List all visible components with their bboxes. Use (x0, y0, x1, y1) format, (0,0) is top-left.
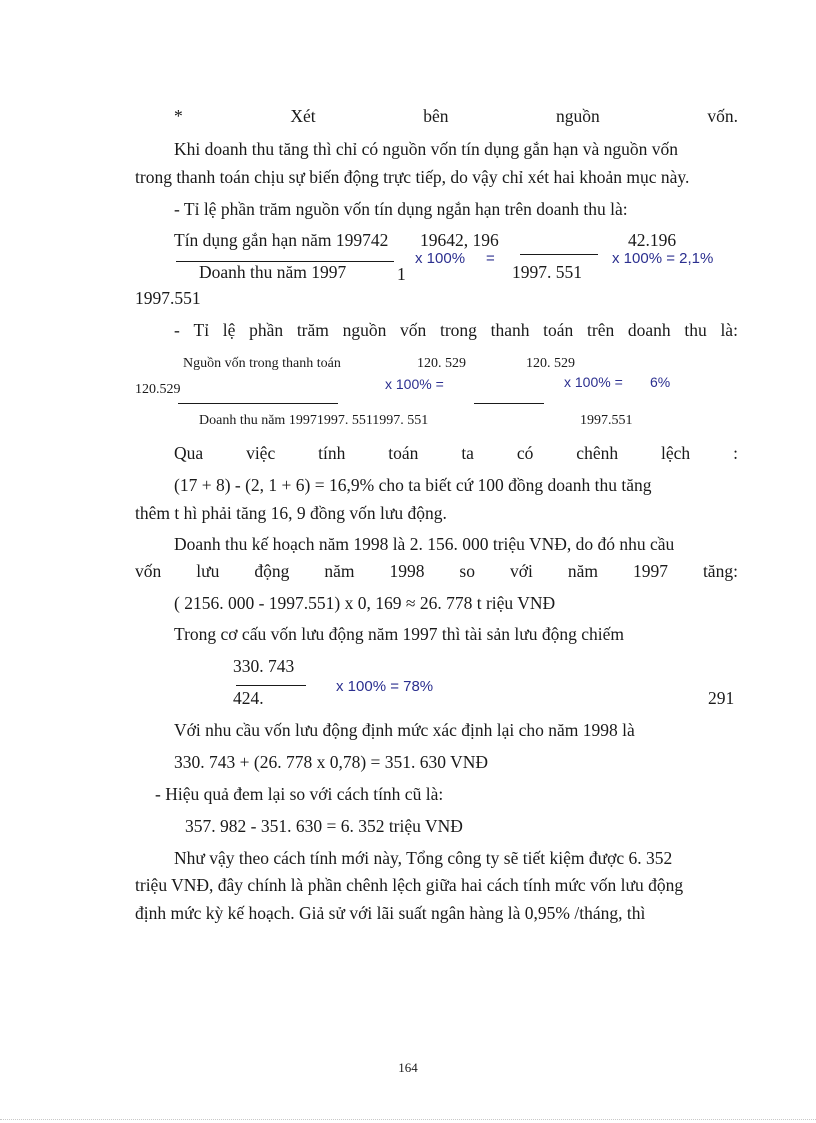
calc-working-capital: 330. 743 + (26. 778 x 0,78) = 351. 630 VNĐ (174, 752, 488, 772)
bullet2-word: là: (720, 320, 738, 340)
heading-word: Xét (290, 106, 316, 126)
bullet2-word: doanh (627, 320, 671, 340)
difference-line (174, 445, 738, 463)
bullet2-word: trên (587, 320, 615, 340)
bullet2-word: vốn (400, 320, 427, 340)
formula2-fraction-bar-2 (474, 403, 544, 404)
para3-line2-word: 1997 (632, 561, 668, 581)
formula2-den3: 1997.551 (580, 413, 633, 428)
difference-word: lệch (661, 443, 691, 463)
para3-line2-word: vốn (135, 561, 162, 581)
difference-word: ta (461, 443, 474, 463)
formula3-result: x 100% = 78% (336, 678, 434, 695)
formula2-left: 120.529 (135, 382, 181, 397)
difference-word: chênh (576, 443, 619, 463)
page-number: 164 (398, 1060, 418, 1075)
para3-line1: Doanh thu kế hoạch năm 1998 là 2. 156. 000 triệu VNĐ, do đó nhu cầu (174, 534, 675, 554)
formula1-result: x 100% = 2,1% (612, 250, 714, 267)
para3-line3: ( 2156. 000 - 1997.551) x 0, 169 ≈ 26. 778 t riệu VNĐ (174, 593, 556, 613)
para3-line2-word: năm (567, 561, 598, 581)
para3-line2-word: năm (324, 561, 355, 581)
para6-line2: triệu VNĐ, đây chính là phần chênh lệch giữa hai cách tính mức vốn lưu động (135, 875, 684, 895)
bullet2-word: lệ (222, 320, 236, 340)
bullet2-word: toán (543, 320, 574, 340)
formula2-fraction-bar (178, 403, 338, 404)
bullet2-word: trăm (296, 320, 329, 340)
formula2-result: x 100% = (564, 374, 623, 390)
para3-line2-word: với (509, 561, 533, 581)
bullet2-word: - (174, 320, 180, 340)
formula1-eq: = (486, 250, 495, 267)
difference-word: có (516, 443, 534, 463)
formula1-numerator: Tín dụng gắn hạn năm 199742 (174, 230, 389, 250)
heading-word: * (174, 106, 183, 126)
bullet-short-term-credit: - Tỉ lệ phần trăm nguồn vốn tín dụng ngắn hạn trên doanh thu là: (174, 199, 628, 219)
formula3-side: 291 (708, 688, 735, 708)
bullet2-word: thu (684, 320, 707, 340)
para3-line2-word: 1998 (389, 561, 425, 581)
formula1-below: 1997.551 (135, 288, 201, 308)
para3-line2-word: lưu (196, 561, 220, 581)
formula2-num3: 120. 529 (526, 356, 575, 371)
difference-word: toán (388, 443, 419, 463)
para4: Trong cơ cấu vốn lưu động năm 1997 thì tài sản lưu động chiếm (174, 624, 624, 644)
formula1-fraction-bar-2 (520, 254, 598, 255)
formula3-denominator: 424. (233, 688, 264, 708)
heading-word: nguồn (556, 106, 600, 126)
difference-word: : (733, 443, 738, 463)
bullet2-word: Tỉ (193, 320, 210, 340)
heading-word: bên (423, 106, 449, 126)
para3-line2 (135, 563, 738, 581)
page-border (0, 1119, 816, 1120)
heading-word: vốn. (707, 106, 738, 126)
bullet2-word: nguồn (342, 320, 387, 340)
para1-line2: trong thanh toán chịu sự biến động trực tiếp, do vậy chỉ xét hai khoản mục này. (135, 167, 690, 187)
formula1-num2: 19642, 196 (420, 230, 499, 250)
formula2-mult: x 100% = (385, 376, 444, 392)
para5: Với nhu cầu vốn lưu động định mức xác định lại cho năm 1998 là (174, 720, 635, 740)
para3-line2-word: so (459, 561, 475, 581)
formula3-fraction-bar (236, 685, 306, 686)
formula2-pct: 6% (650, 374, 671, 390)
para2-line1: (17 + 8) - (2, 1 + 6) = 16,9% cho ta biết cứ 100 đồng doanh thu tăng (174, 475, 652, 495)
calc-savings: 357. 982 - 351. 630 = 6. 352 triệu VNĐ (185, 816, 463, 836)
para3-line2-word: tăng: (702, 561, 738, 581)
difference-word: việc (246, 443, 276, 463)
formula1-one: 1 (397, 264, 406, 284)
para1-line1: Khi doanh thu tăng thì chỉ có nguồn vốn tín dụng gắn hạn và nguồn vốn (174, 139, 679, 159)
bullet2-word: trong (439, 320, 477, 340)
formula1-denominator: Doanh thu năm 1997 (199, 262, 347, 282)
bullet-efficiency: - Hiệu quả đem lại so với cách tính cũ là: (155, 784, 444, 804)
para2-line2: thêm t hì phải tăng 16, 9 đồng vốn lưu động. (135, 503, 447, 523)
para3-line2-word: động (254, 561, 290, 581)
formula1-den2: 1997. 551 (512, 262, 582, 282)
formula2-num2: 120. 529 (417, 356, 466, 371)
difference-word: tính (318, 443, 346, 463)
para6-line1: Như vậy theo cách tính mới này, Tổng công ty sẽ tiết kiệm được 6. 352 (174, 848, 673, 868)
formula2-denominator: Doanh thu năm 19971997. 5511997. 551 (199, 413, 429, 428)
formula2-numerator: Nguồn vốn trong thanh toán (183, 356, 341, 371)
heading-line (174, 108, 738, 126)
bullet2-word: phần (249, 320, 284, 340)
difference-word: Qua (174, 443, 204, 463)
para6-line3: định mức kỳ kế hoạch. Giả sử với lãi suất ngân hàng là 0,95% /tháng, thì (135, 903, 646, 923)
formula1-mult: x 100% (415, 250, 466, 267)
bullet-payment-capital (174, 322, 738, 340)
formula3-numerator: 330. 743 (233, 656, 295, 676)
formula1-num3: 42.196 (628, 230, 677, 250)
bullet2-word: thanh (490, 320, 530, 340)
